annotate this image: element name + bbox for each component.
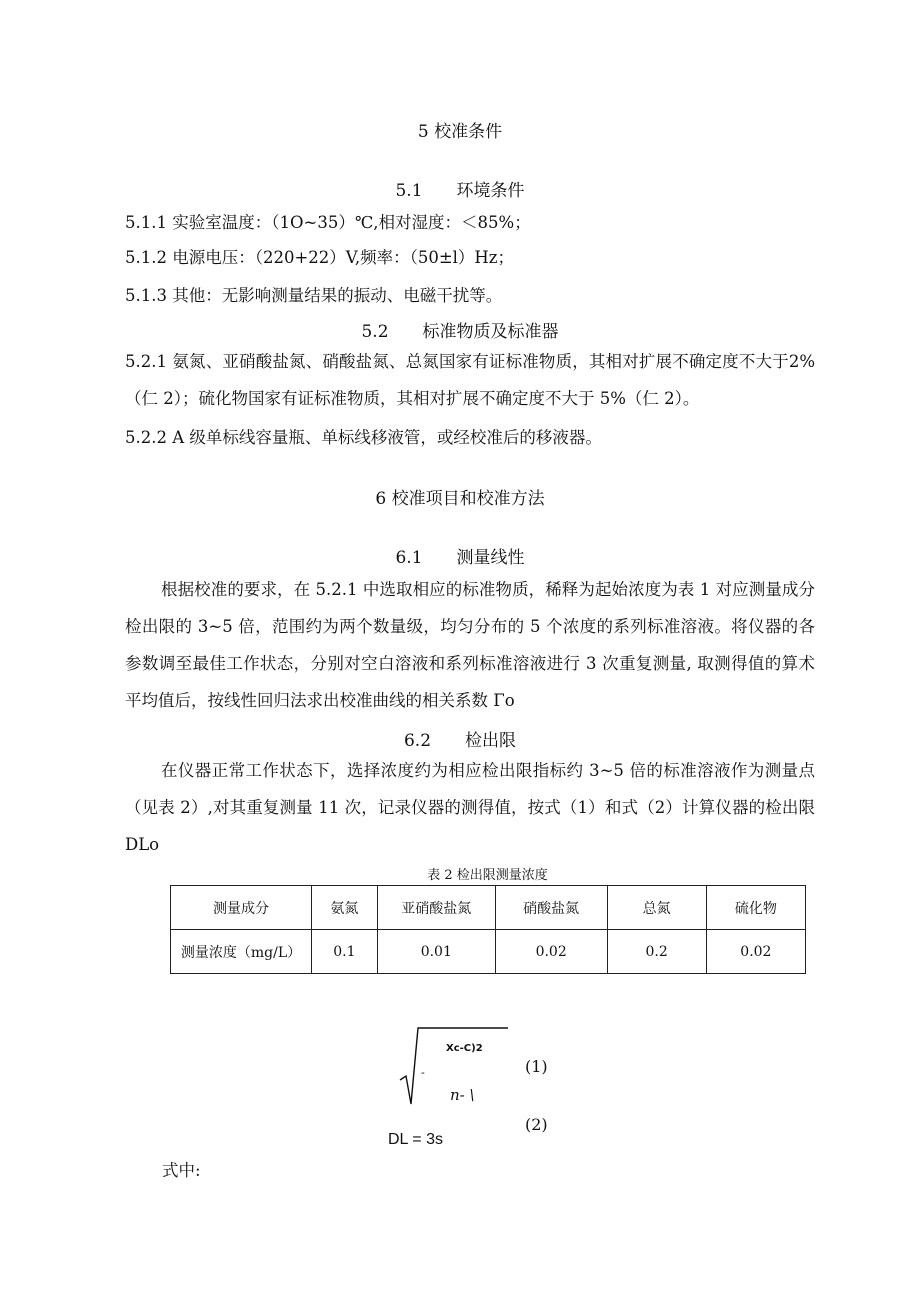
table-header-row [171, 886, 806, 930]
table-2-caption: 表 2 检出限测量浓度 [427, 868, 548, 883]
section-6-2-heading [0, 726, 920, 751]
formula-dash: - [421, 1066, 425, 1079]
table-header-cell: 总氮 [607, 886, 706, 930]
formula-denominator: n- \ [450, 1086, 475, 1104]
table-header-cell: 硝酸盐氮 [495, 886, 607, 930]
table-cell: 0.01 [377, 930, 495, 974]
clause-5-1-1: 5.1.1 实验室温度：（1O~35）℃,相对湿度：＜85%； [125, 213, 531, 232]
detection-limit-formula: DL = 3s [388, 1131, 443, 1148]
paragraph-6-1: 根据校准的要求，在 5.2.1 中选取相应的标准物质，稀释为起始浓度为表 1 对应测量成分检出限的 3~5 倍，范围约为两个数量级，均匀分布的 5 个浓度的系列标准溶液。将仪器的各参数调至最佳工作状态，分别对空白溶液和系列标准溶液进行 3 次重复测量, 取测得值的算术平均值后，按线性回归法求出校准曲线的相关系数 Γo [125, 580, 815, 710]
section-6-1-heading [0, 543, 920, 568]
table-cell: 0.1 [311, 930, 377, 974]
section-5-1-heading [0, 176, 920, 201]
formula-numerator: Xc-C)2 [446, 1043, 483, 1054]
table-header-cell: 测量成分 [171, 886, 312, 930]
table-header-cell: 硫化物 [706, 886, 805, 930]
table-cell: 测量浓度（mg/L） [171, 930, 312, 974]
paragraph-6-2: 在仪器正常工作状态下，选择浓度约为相应检出限指标约 3~5 倍的标准溶液作为测量点（见表 2）,对其重复测量 11 次，记录仪器的测得值，按式（1）和式（2）计算仪器的检出限 DLo [125, 761, 815, 854]
clause-5-1-2: 5.1.2 电源电压：（220+22）V,频率：（50±l）Hz； [125, 248, 514, 267]
section-6-1-title: 测量线性 [456, 548, 525, 568]
table-header-cell: 氨氮 [311, 886, 377, 930]
table-row [171, 930, 806, 974]
equation-number-2: (2) [525, 1115, 548, 1134]
section-5-1-number: 5.1 [395, 181, 423, 201]
section-6-2-number: 6.2 [403, 731, 432, 751]
equation-number-1: (1) [525, 1057, 548, 1076]
section-5-2-heading [0, 317, 920, 342]
clause-5-1-3: 5.1.3 其他：无影响测量结果的振动、电磁干扰等。 [125, 286, 503, 305]
table-cell: 0.02 [706, 930, 805, 974]
section-6-title: 6 校准项目和校准方法 [375, 489, 545, 509]
clause-5-2-1: 5.2.1 氨氮、亚硝酸盐氮、硝酸盐氮、总氮国家有证标准物质，其相对扩展不确定度不大于2%（仁 2）；硫化物国家有证标准物质，其相对扩展不确定度不大于 5%（仁 2）。 [125, 352, 815, 408]
section-5-title: 5 校准条件 [417, 122, 503, 142]
section-6-1-number: 6.1 [395, 548, 423, 568]
clause-5-2-2: 5.2.2 A 级单标线容量瓶、单标线移液管，或经校准后的移液器。 [125, 428, 602, 447]
where-label: 式中: [162, 1161, 201, 1180]
section-5-1-title: 环境条件 [456, 181, 525, 201]
detection-limit-table [170, 885, 806, 974]
table-header-cell: 亚硝酸盐氮 [377, 886, 495, 930]
section-5-2-number: 5.2 [361, 322, 389, 342]
section-5-2-title: 标准物质及标准器 [422, 322, 559, 342]
table-cell: 0.02 [495, 930, 607, 974]
table-cell: 0.2 [607, 930, 706, 974]
section-6-2-title: 检出限 [465, 731, 517, 751]
